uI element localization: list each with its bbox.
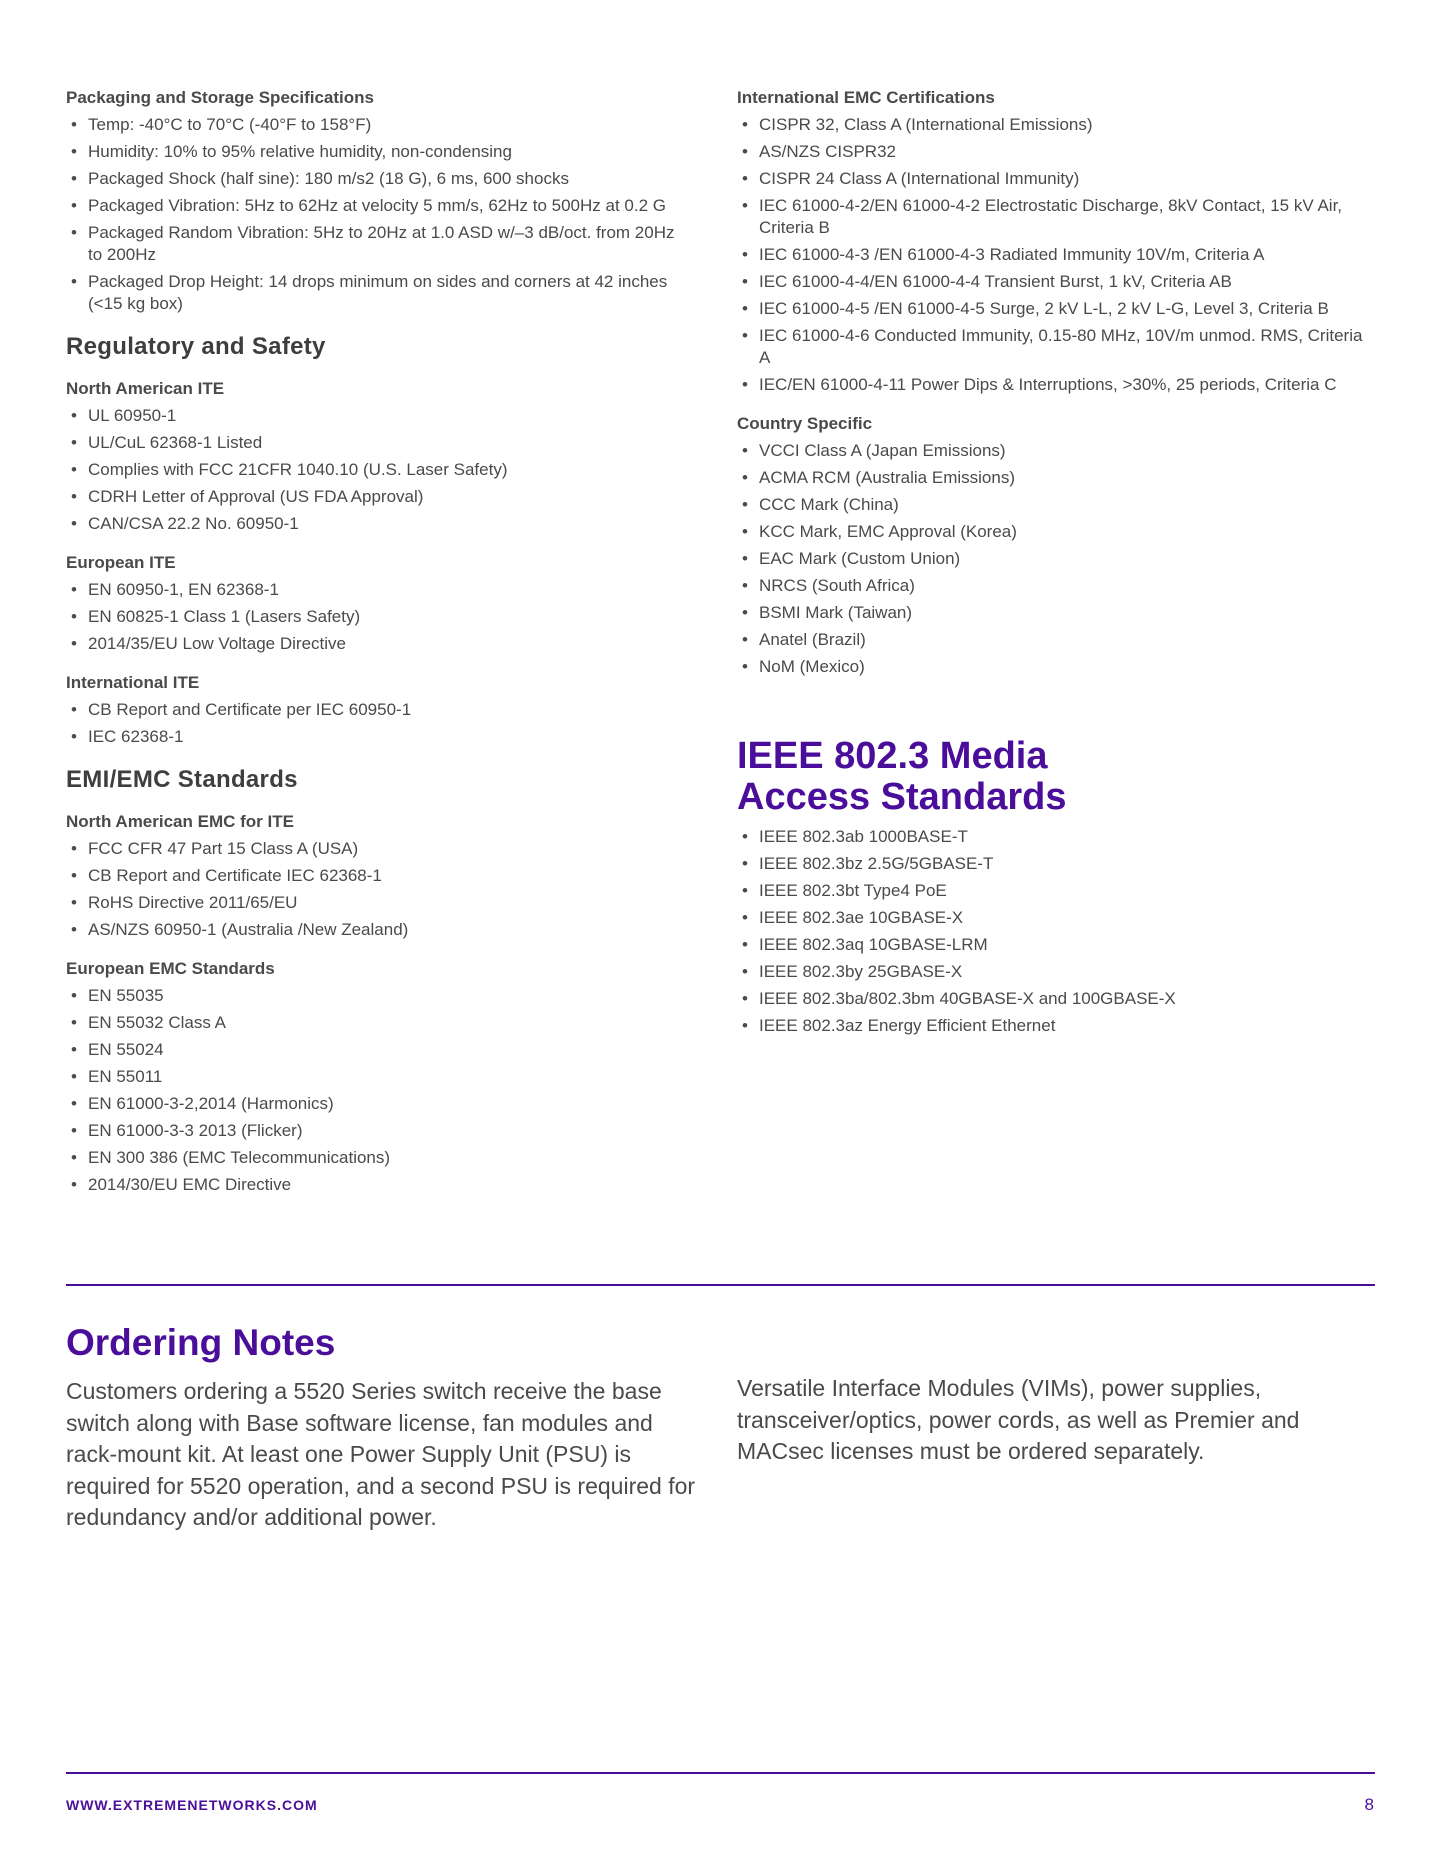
list-item: • EN 300 386 (EMC Telecommunications) <box>66 1147 691 1169</box>
list-item: • Packaged Shock (half sine): 180 m/s2 (18 G), 6 ms, 600 shocks <box>66 168 691 190</box>
subsection-heading: North American EMC for ITE <box>66 812 294 831</box>
ordering-notes-left: Customers ordering a 5520 Series switch receive the base switch along with Base software license, fan modules and rack-mount kit. At least one Power Supply Unit (PSU) is required for 5520 operation, and a second PSU is required for redundancy and/or additional power. <box>66 1378 696 1530</box>
footer-divider <box>66 1772 1375 1774</box>
ordering-notes-right: Versatile Interface Modules (VIMs), power supplies, transceiver/optics, power cords, as well as Premier and MACsec licenses must be ordered separately. <box>737 1375 1300 1464</box>
list-item: • IEEE 802.3az Energy Efficient Ethernet <box>737 1015 1377 1037</box>
list-item: • IEEE 802.3ae 10GBASE-X <box>737 907 1377 929</box>
list-item: • Anatel (Brazil) <box>737 629 1377 651</box>
list-item: • Packaged Drop Height: 14 drops minimum on sides and corners at 42 inches (<15 kg box) <box>66 271 691 315</box>
list-item: • EN 55011 <box>66 1066 691 1088</box>
list-item: • CB Report and Certificate IEC 62368-1 <box>66 865 691 887</box>
subsection-heading: European EMC Standards <box>66 959 275 978</box>
bullet-list <box>66 405 691 535</box>
list-item: • EN 60950-1, EN 62368-1 <box>66 579 691 601</box>
list-item: • Packaged Random Vibration: 5Hz to 20Hz at 1.0 ASD w/–3 dB/oct. from 20Hz to 200Hz <box>66 222 691 266</box>
list-item: • EN 61000-3-3 2013 (Flicker) <box>66 1120 691 1142</box>
list-item: • CCC Mark (China) <box>737 494 1377 516</box>
list-item: • CDRH Letter of Approval (US FDA Approval) <box>66 486 691 508</box>
bullet-list <box>66 114 691 315</box>
list-item: • Temp: -40°C to 70°C (-40°F to 158°F) <box>66 114 691 136</box>
list-item: • CISPR 32, Class A (International Emissions) <box>737 114 1377 136</box>
list-item: • IEC 61000-4-4/EN 61000-4-4 Transient Burst, 1 kV, Criteria AB <box>737 271 1377 293</box>
list-item: • EN 55024 <box>66 1039 691 1061</box>
bullet-list <box>66 579 691 655</box>
list-item: • NRCS (South Africa) <box>737 575 1377 597</box>
list-item: • UL/CuL 62368-1 Listed <box>66 432 691 454</box>
subsection-heading: International EMC Certifications <box>737 88 995 107</box>
list-item: • EN 55035 <box>66 985 691 1007</box>
list-item: • FCC CFR 47 Part 15 Class A (USA) <box>66 838 691 860</box>
list-item: • 2014/35/EU Low Voltage Directive <box>66 633 691 655</box>
left-column <box>66 88 691 1214</box>
list-item: • BSMI Mark (Taiwan) <box>737 602 1377 624</box>
list-item: • IEEE 802.3bt Type4 PoE <box>737 880 1377 902</box>
list-item: • AS/NZS 60950-1 (Australia /New Zealand) <box>66 919 691 941</box>
bullet-list <box>737 826 1377 1037</box>
bullet-list <box>66 838 691 941</box>
list-item: • VCCI Class A (Japan Emissions) <box>737 440 1377 462</box>
subsection-heading: International ITE <box>66 673 200 692</box>
list-item: • IEEE 802.3ab 1000BASE-T <box>737 826 1377 848</box>
section-heading: IEEE 802.3 Media Access Standards <box>737 735 1067 818</box>
bullet-list <box>66 985 691 1196</box>
list-item: • IEEE 802.3by 25GBASE-X <box>737 961 1377 983</box>
ordering-notes-title: Ordering Notes <box>66 1322 336 1363</box>
bullet-list <box>66 699 691 748</box>
list-item: • Complies with FCC 21CFR 1040.10 (U.S. Laser Safety) <box>66 459 691 481</box>
list-item: • Humidity: 10% to 95% relative humidity, non-condensing <box>66 141 691 163</box>
subsection-heading: Packaging and Storage Specifications <box>66 88 374 107</box>
subsection-heading: North American ITE <box>66 379 225 398</box>
list-item: • IEEE 802.3ba/802.3bm 40GBASE-X and 100GBASE-X <box>737 988 1377 1010</box>
list-item: • Packaged Vibration: 5Hz to 62Hz at velocity 5 mm/s, 62Hz to 500Hz at 0.2 G <box>66 195 691 217</box>
list-item: • EN 60825-1 Class 1 (Lasers Safety) <box>66 606 691 628</box>
list-item: • IEC 61000-4-2/EN 61000-4-2 Electrostatic Discharge, 8kV Contact, 15 kV Air, Criteria B <box>737 195 1377 239</box>
list-item: • RoHS Directive 2011/65/EU <box>66 892 691 914</box>
list-item: • IEC 62368-1 <box>66 726 691 748</box>
list-item: • KCC Mark, EMC Approval (Korea) <box>737 521 1377 543</box>
list-item: • IEEE 802.3aq 10GBASE-LRM <box>737 934 1377 956</box>
list-item: • IEC 61000-4-6 Conducted Immunity, 0.15-80 MHz, 10V/m unmod. RMS, Criteria A <box>737 325 1377 369</box>
section-divider <box>66 1284 1375 1286</box>
list-item: • NoM (Mexico) <box>737 656 1377 678</box>
bullet-list <box>737 114 1377 396</box>
list-item: • EN 55032 Class A <box>66 1012 691 1034</box>
list-item: • IEC 61000-4-3 /EN 61000-4-3 Radiated Immunity 10V/m, Criteria A <box>737 244 1377 266</box>
section-heading: EMI/EMC Standards <box>66 766 298 793</box>
section-heading: Regulatory and Safety <box>66 333 326 360</box>
list-item: • EAC Mark (Custom Union) <box>737 548 1377 570</box>
list-item: • EN 61000-3-2,2014 (Harmonics) <box>66 1093 691 1115</box>
list-item: • ACMA RCM (Australia Emissions) <box>737 467 1377 489</box>
list-item: • IEC 61000-4-5 /EN 61000-4-5 Surge, 2 kV L-L, 2 kV L-G, Level 3, Criteria B <box>737 298 1377 320</box>
bullet-list <box>737 440 1377 678</box>
list-item: • CB Report and Certificate per IEC 60950-1 <box>66 699 691 721</box>
list-item: • 2014/30/EU EMC Directive <box>66 1174 691 1196</box>
right-column <box>737 88 1377 1055</box>
list-item: • UL 60950-1 <box>66 405 691 427</box>
page-number: 8 <box>1364 1795 1374 1814</box>
subsection-heading: Country Specific <box>737 414 873 433</box>
footer-website-link[interactable]: WWW.EXTREMENETWORKS.COM <box>66 1797 318 1813</box>
list-item: • IEEE 802.3bz 2.5G/5GBASE-T <box>737 853 1377 875</box>
list-item: • AS/NZS CISPR32 <box>737 141 1377 163</box>
list-item: • CAN/CSA 22.2 No. 60950-1 <box>66 513 691 535</box>
subsection-heading: European ITE <box>66 553 176 572</box>
list-item: • CISPR 24 Class A (International Immunity) <box>737 168 1377 190</box>
list-item: • IEC/EN 61000-4-11 Power Dips & Interruptions, >30%, 25 periods, Criteria C <box>737 374 1377 396</box>
